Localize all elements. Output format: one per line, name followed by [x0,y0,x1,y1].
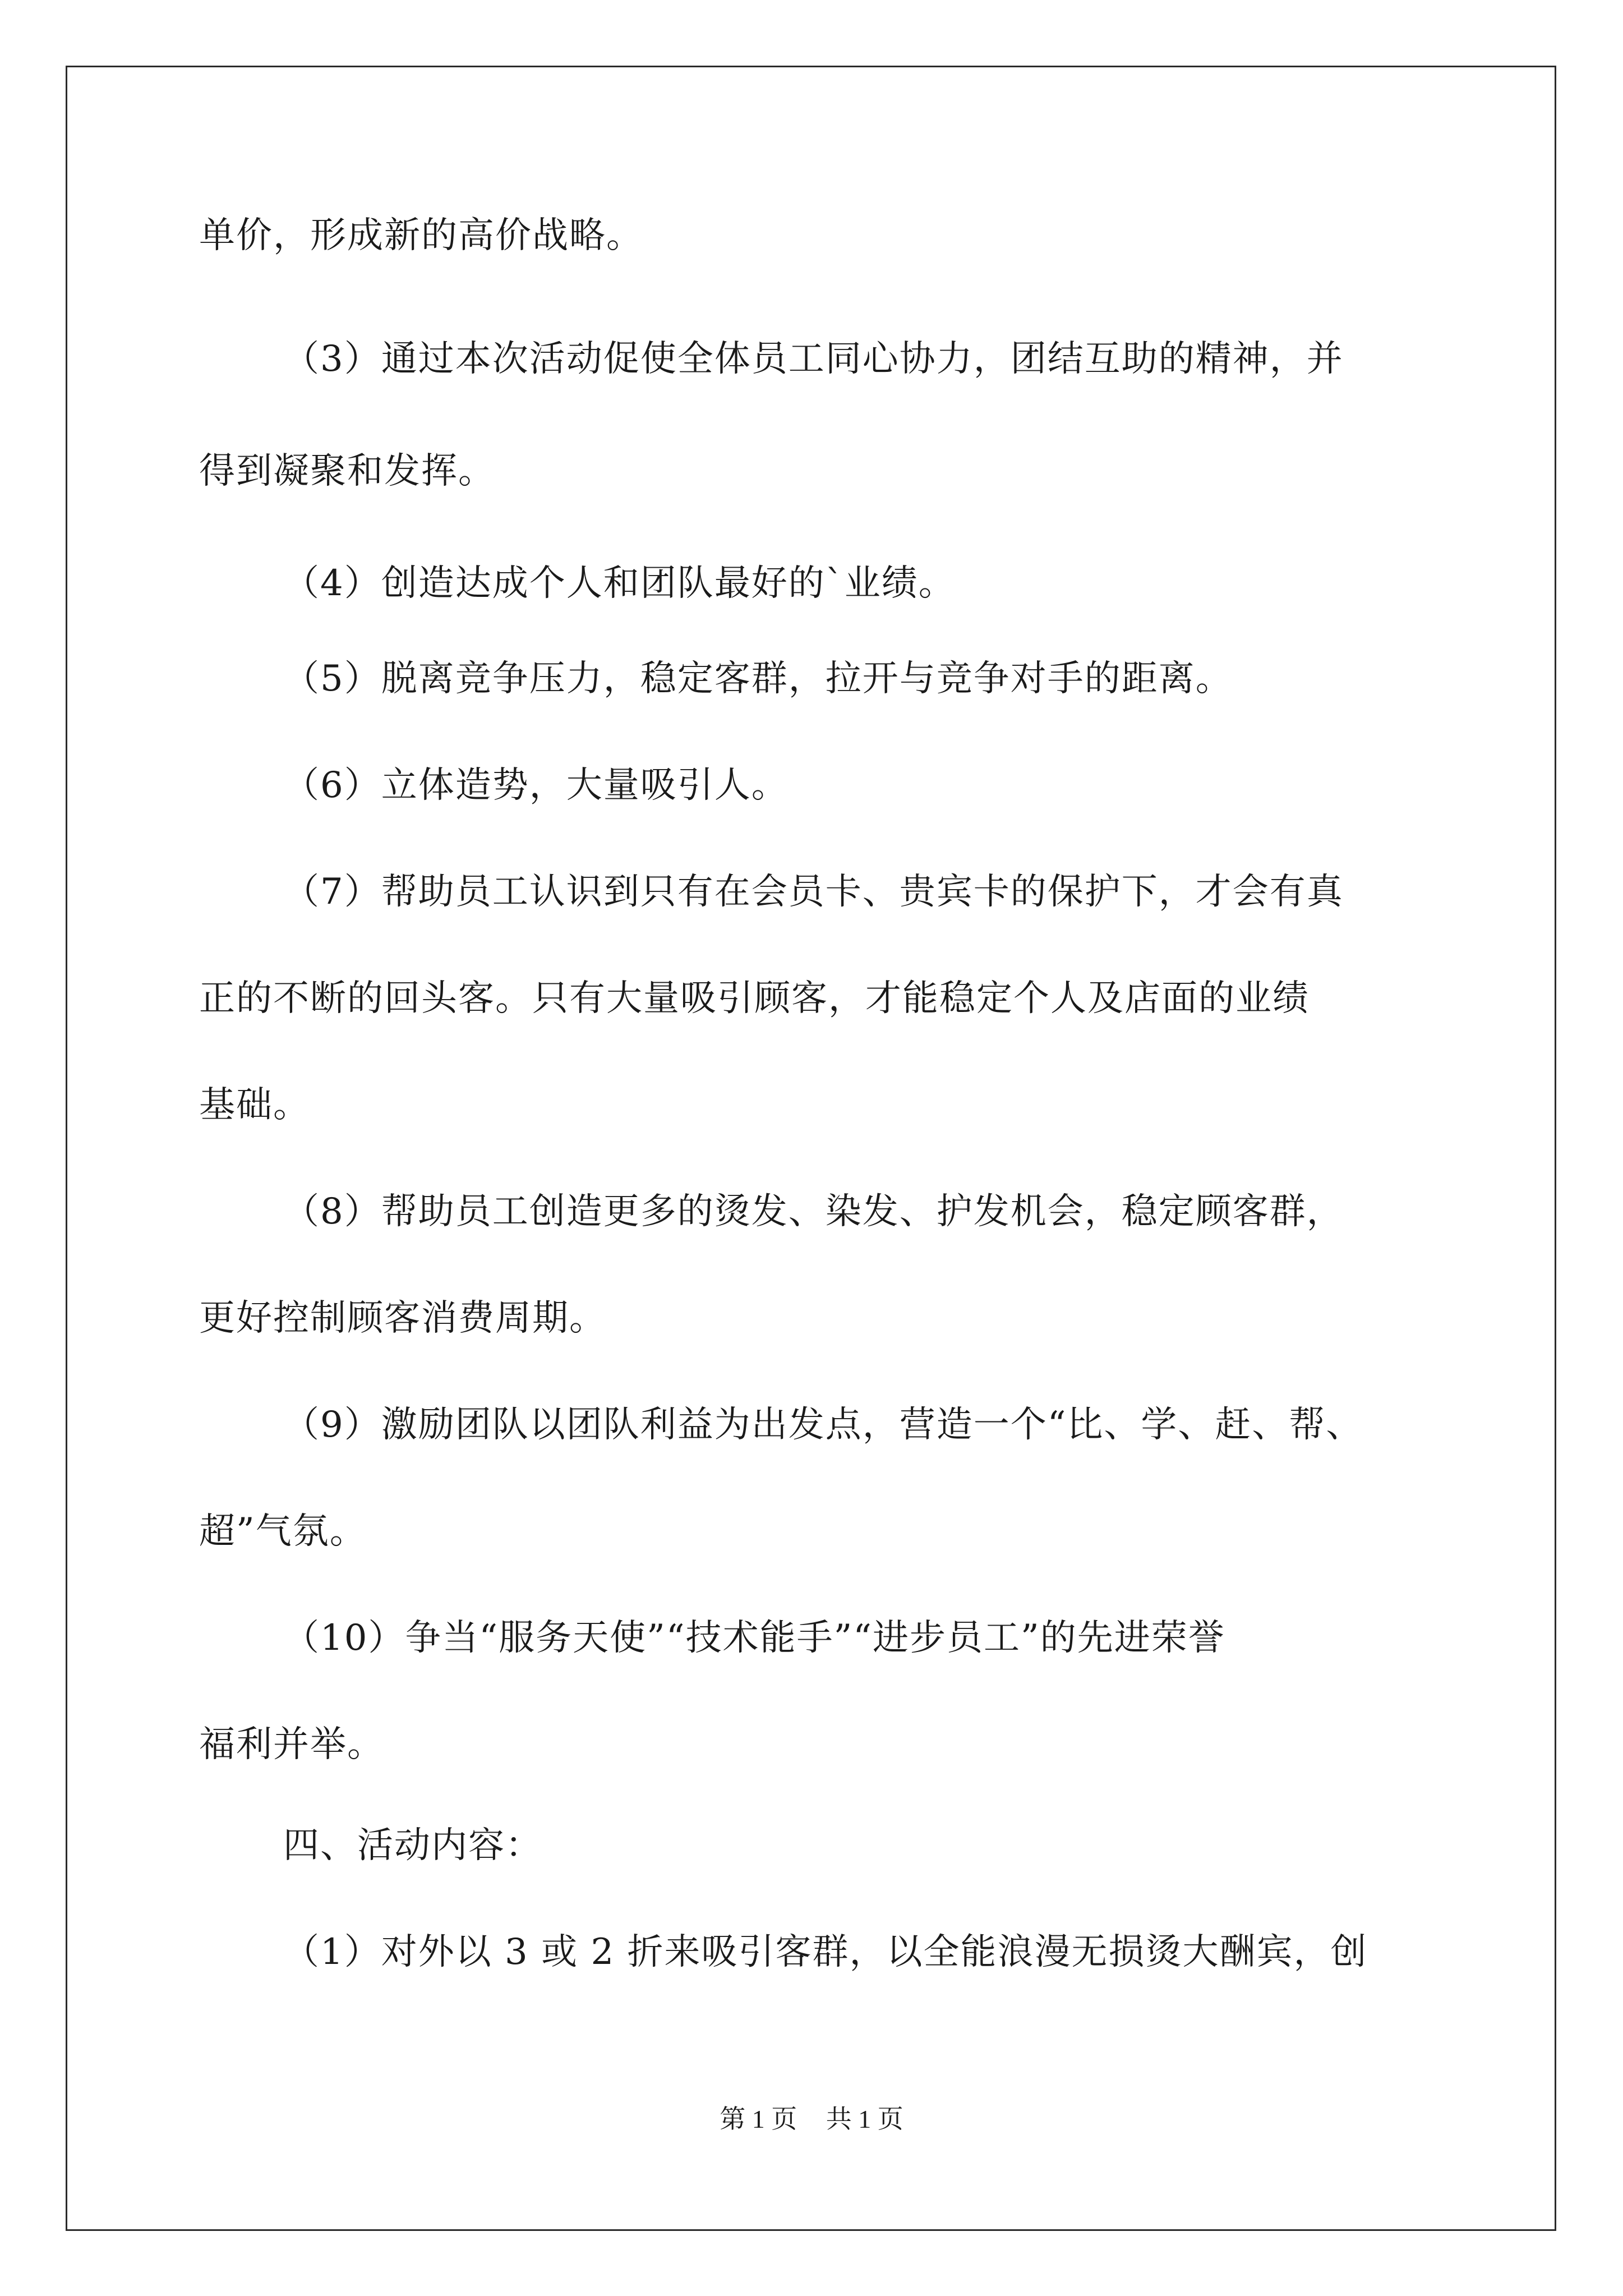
page-number: 第 1 页 [720,2105,797,2133]
text-line: 单价，形成新的高价战略。 [199,215,643,256]
text-line: （6）立体造势，大量吸引人。 [283,765,789,806]
page-border [66,66,1556,2231]
text-line: （9）激励团队以团队利益为出发点，营造一个“比、学、赶、帮、 [283,1404,1363,1446]
text-line: 正的不断的回头客。只有大量吸引顾客，才能稳定个人及店面的业绩 [199,978,1310,1019]
text-line: （4）创造达成个人和团队最好的`业绩。 [283,563,956,604]
text-line: 更好控制顾客消费周期。 [199,1297,606,1339]
text-line: （3）通过本次活动促使全体员工同心协力，团结互助的精神，并 [283,338,1344,380]
page-total: 共 1 页 [826,2105,903,2133]
text-line: （7）帮助员工认识到只有在会员卡、贵宾卡的保护下，才会有真 [283,871,1344,913]
page-footer [0,2104,1623,2135]
section-heading: 四、活动内容： [283,1825,542,1866]
text-line: 得到凝聚和发挥。 [199,450,495,492]
text-line: （5）脱离竞争压力，稳定客群，拉开与竞争对手的距离。 [283,658,1233,700]
text-line: 福利并举。 [199,1724,384,1765]
text-line: （1）对外以 3 或 2 折来吸引客群，以全能浪漫无损烫大酬宾，创 [283,1931,1368,1973]
text-line: 基础。 [199,1084,310,1126]
text-line: 超”气氛。 [199,1511,367,1552]
text-line: （10）争当“服务天使”“技术能手”“进步员工”的先进荣誉 [283,1617,1225,1659]
text-line: （8）帮助员工创造更多的烫发、染发、护发机会，稳定顾客群， [283,1191,1344,1232]
